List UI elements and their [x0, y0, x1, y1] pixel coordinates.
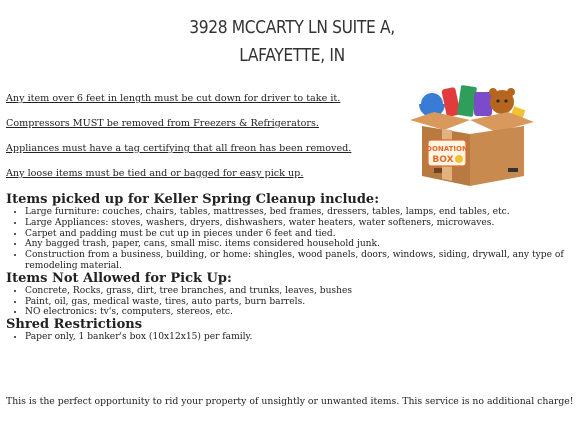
rule-item: Appliances must have a tag certifying that all freon has been removed.	[6, 143, 352, 154]
list-item: • Any bagged trash, paper, cans, small misc. items considered household junk.	[25, 239, 580, 250]
rule-item: Any item over 6 feet in length must be cut down for driver to take it.	[6, 93, 341, 104]
rule-item: Compressors MUST be removed from Freezers & Refrigerators.	[6, 118, 319, 129]
footer-text: This is the perfect opportunity to rid your property of unsightly or unwanted items. This service is no additional charge!	[6, 396, 574, 407]
address-line-2: LAFAYETTE, IN	[239, 45, 345, 66]
list-item: • NO electronics: tv's, computers, stereos, etc.	[25, 307, 580, 318]
list-item: • Concrete, Rocks, grass, dirt, tree branches, and trunks, leaves, bushes	[25, 286, 580, 297]
not-allowed-list	[6, 286, 580, 318]
list-item: • Construction from a business, building, or home: shingles, wood panels, doors, windows, siding, drywall, any type of remodeling material.	[25, 250, 580, 272]
main-content	[6, 193, 580, 343]
list-item: • Paint, oil, gas, medical waste, tires, auto parts, burn barrels.	[25, 297, 580, 308]
list-item: • Large Appliances: stoves, washers, dryers, dishwashers, water heaters, water softeners, microwaves.	[25, 218, 580, 229]
donation-box-image	[404, 82, 538, 188]
donation-label-line1: DONATION	[426, 145, 468, 153]
section-heading-shred: Shred Restrictions	[6, 317, 143, 333]
section-heading-pickup: Items picked up for Keller Spring Cleanup include:	[6, 192, 379, 207]
section-heading-not-allowed: Items Not Allowed for Pick Up:	[6, 270, 232, 286]
address-line-1: 3928 MCCARTY LN SUITE A,	[189, 17, 395, 38]
shred-list	[6, 332, 580, 343]
pickup-list	[6, 207, 580, 272]
list-item: • Paper only, 1 banker's box (10x12x15) per family.	[25, 332, 580, 343]
list-item: • Large furniture: couches, chairs, tables, mattresses, bed frames, dressers, tables, lamps, end tables, etc.	[25, 207, 580, 218]
rule-item: Any loose items must be tied and or bagged for easy pick up.	[6, 168, 304, 179]
list-item: • Carpet and padding must be cut up in pieces under 6 feet and tied.	[25, 229, 580, 240]
barcode-icon	[508, 168, 518, 172]
fragile-icon	[434, 168, 442, 173]
donation-label-line2: BOX	[432, 155, 454, 165]
smiley-icon	[455, 155, 463, 163]
